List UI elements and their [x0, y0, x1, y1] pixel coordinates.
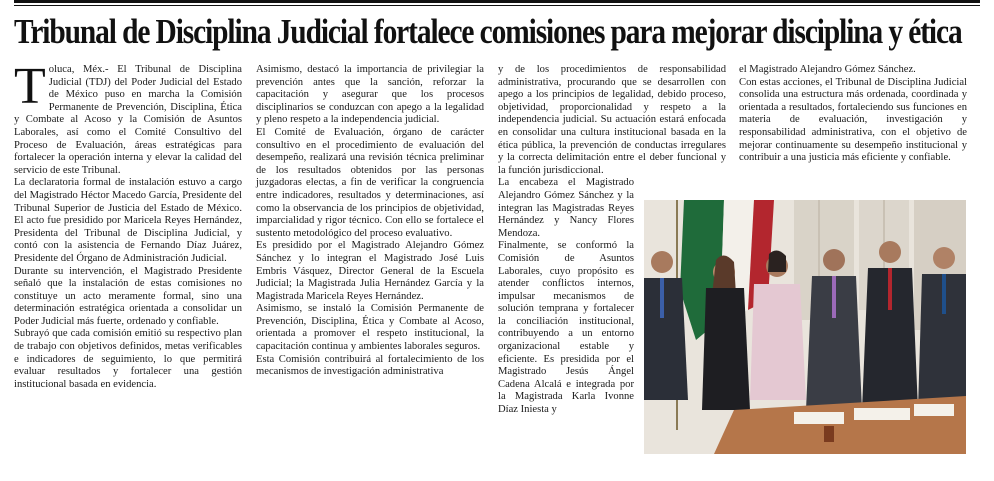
paragraph: Durante su intervención, el Magistrado Presidente señaló que la instalación de estas comisiones no constituye un acto meramente formal, sino una determinación estratégica orientada a consolidar un Poder Judicial más fuerte, ordenado y confiable.	[14, 265, 242, 327]
paragraph: y de los procedimientos de responsabilidad administrativa, procurando que se desarrollen con apego a los principios de legalidad, debido proceso, objetividad, proporcionalidad y respeto a la independencia judicial. Su actuación estará enfocada en consolidar una cultura institucional basada en la ética pública, la prevención de conductas irregulares y la correcta delimitación entre el deber funcional y la función jurisdiccional.	[498, 64, 726, 176]
group-photo	[644, 200, 966, 454]
paragraph: Asimismo, destacó la importancia de privilegiar la prevención antes que la sanción, reforzar la capacitación y asegurar que los procesos disciplinarios se conduzcan con apego a la legalidad y pleno respeto a la independencia judicial.	[256, 64, 484, 126]
paragraph: La encabeza el Magistrado Alejandro Gómez Sánchez y la integran las Magistradas Reyes Hernández y Nancy Flores Mendoza.	[498, 177, 634, 239]
column-1	[14, 58, 242, 391]
paragraph: Finalmente, se conformó la Comisión de Asuntos Laborales, cuyo propósito es atender conflictos internos, impulsar mecanismos de solución temprana y fortalecer la conciliación institucional, contribuyendo a un entorno organizacional estable y eficiente. Es presidida por el Magistrado Jesús Ángel Cadena Alcalá e integrada por la Magistrada Karla Ivonne Díaz Iniesta y	[498, 240, 634, 416]
paragraph: El Comité de Evaluación, órgano de carácter consultivo en el procedimiento de evaluación del desempeño, realizará una revisión técnica preliminar de los resultados obtenidos por las personas juzgadoras electas, a fin de verificar la congruencia entre indicadores, resultados y determinaciones, así como la observancia de los principios de objetividad, imparcialidad y rigor técnico. Con ello se fortalece el sustento metodológico del proceso evaluativo.	[256, 126, 484, 239]
paragraph: el Magistrado Alejandro Gómez Sánchez.	[739, 64, 916, 75]
top-rule	[14, 0, 980, 3]
drop-cap: T	[14, 58, 46, 115]
paragraph: Es presidido por el Magistrado Alejandro Gómez Sánchez y lo integran el Magistrado José Luis Embris Vásquez, Director General de la Escuela Judicial; la Magistrada Julia Hernández García y la Magistrada Maricela Reyes Hernández.	[256, 240, 484, 302]
paragraph: Asimismo, se instaló la Comisión Permanente de Prevención, Disciplina, Ética y Combate al Acoso, orientada a promover el respeto institucional, la capacitación continua y ambientes laborales seguros.	[256, 303, 484, 353]
group-photo-illustration	[644, 200, 966, 454]
paragraph: oluca, Méx.- El Tribunal de Disciplina Judicial (TDJ) del Poder Judicial del Estado de México puso en marcha la Comisión Permanente de Prevención, Disciplina, Ética y Combate al Acoso y la Comisión de Asuntos Laborales, así como el Comité Consultivo del Proceso de Evaluación, áreas estratégicas para fortalecer la operación interna y elevar la calidad del servicio de este Tribunal.	[14, 64, 242, 176]
paragraph: Esta Comisión contribuirá al fortalecimiento de los mecanismos de investigación administrativa	[256, 353, 484, 378]
column-4	[739, 64, 967, 165]
column-2	[256, 64, 484, 379]
headline: Tribunal de Disciplina Judicial fortalece comisiones para mejorar disciplina y ética	[14, 12, 962, 51]
paragraph: La declaratoria formal de instalación estuvo a cargo del Magistrado Héctor Macedo García, Presidente del Tribunal Superior de Justicia del Estado de México. El acto fue presidido por Maricela Reyes Hernández, Presidenta del Tribunal de Disciplina Judicial, y contó con la asistencia de Fernando Díaz Juárez, Presidente del Órgano de Administración Judicial.	[14, 177, 242, 264]
top-rule-thin	[14, 5, 980, 6]
paragraph: Con estas acciones, el Tribunal de Disciplina Judicial consolida una estructura más ordenada, coordinada y orientada a resultados, fortaleciendo sus funciones en materia de evaluación, investigación y responsabilidad administrativa, con el objetivo de mejorar continuamente su desempeño institucional y contribuir a una justicia más eficiente y confiable.	[739, 76, 967, 164]
paragraph: Subrayó que cada comisión emitió su respectivo plan de trabajo con objetivos definidos, metas verificables e indicadores de seguimiento, lo que permitirá evaluar resultados y fortalecer una gestión institucional basada en evidencia.	[14, 328, 242, 390]
